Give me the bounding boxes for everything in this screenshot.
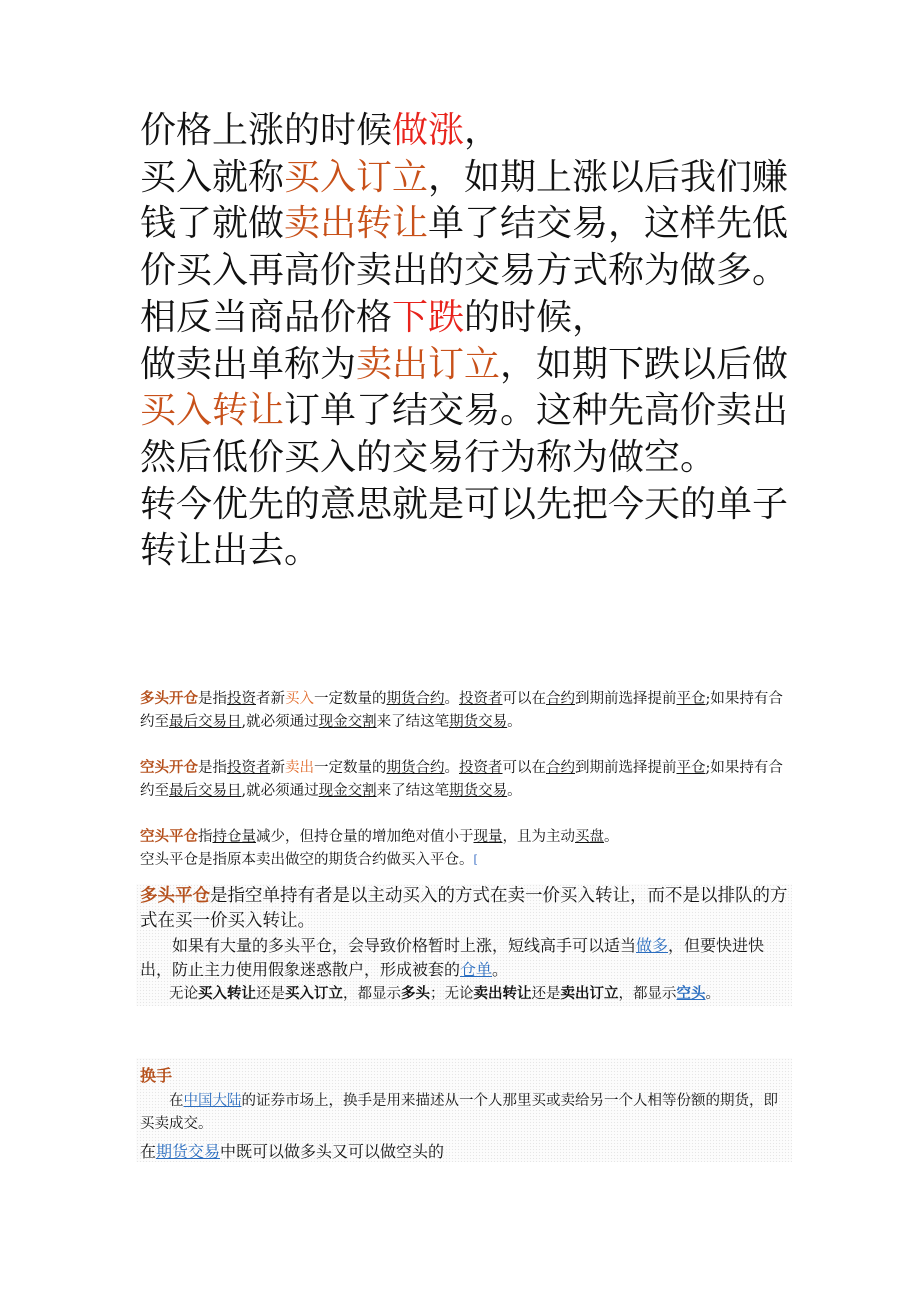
text: 一定数量的 (314, 760, 387, 776)
link-futures-trading[interactable]: 期货交易 (156, 1142, 221, 1161)
text: 新 (270, 760, 285, 776)
intro-paragraph-2 (140, 155, 800, 295)
text: 可以在 (502, 760, 546, 776)
term-long-open: 多头开仓 (140, 690, 198, 707)
text: 可以在 (502, 691, 546, 707)
underlined-term: 平仓 (676, 760, 706, 776)
underlined-term: 合约 (546, 691, 575, 707)
definitions-section (140, 688, 788, 871)
underlined-term: 现量 (473, 829, 503, 845)
term-short-open: 空头开仓 (140, 759, 198, 776)
text: 指 (198, 829, 213, 845)
text: 无论 (169, 986, 198, 1002)
bold-term: 卖出转让 (473, 985, 532, 1002)
text: 如果有大量的多头平仓，会导致价格暂时上涨，短线高手可以适当 (172, 936, 637, 955)
definition-short-close (140, 826, 788, 849)
intro-text: 价格上涨的时候 (140, 110, 393, 151)
underlined-term: 投资 (227, 691, 256, 707)
text: 是指 (198, 691, 227, 707)
text: ；无论 (430, 986, 474, 1002)
spacer (140, 802, 788, 826)
text: 在 (140, 1142, 157, 1161)
underlined-term: 最后交易日 (169, 782, 242, 799)
link-short[interactable]: 空头 (676, 985, 706, 1002)
text: 还是 (256, 986, 285, 1002)
text: ，都显示 (618, 986, 677, 1002)
text: 减少，但持仓量的增加绝对值小于 (256, 829, 474, 845)
reference-bracket[interactable]: [ (473, 852, 478, 866)
text: ;如果持有合约至 (140, 760, 783, 799)
underlined-term: 合约 (546, 760, 575, 776)
bold-term: 买入订立 (285, 985, 343, 1002)
underlined-term: 投资者 (459, 691, 503, 707)
text: 来了结这笔 (376, 713, 450, 730)
intro-text: 做卖出单称为 (140, 343, 357, 385)
text: 空头平仓是指原本卖出做空的期货合约做买入平仓。 (140, 851, 474, 868)
intro-text: ，如期上涨以后我们赚钱了就做 (140, 156, 789, 245)
text: 在 (169, 1093, 184, 1109)
highlight-sell-open: 卖出订立 (356, 343, 501, 385)
term-turnover: 换手 (140, 1066, 173, 1085)
text: ，都显示 (343, 986, 401, 1002)
underlined-term: 期货合约 (386, 691, 445, 707)
highlight-buy-open: 买入订立 (284, 156, 429, 198)
highlight-sell: 卖出 (285, 760, 314, 776)
bold-term: 多头 (401, 985, 430, 1002)
underlined-term: 现金交割 (318, 713, 377, 730)
text: ,就必须通过 (241, 782, 319, 799)
intro-text: 单了结交易，这样先低价买入再高价卖出的交易方式称为做多。 (140, 203, 789, 292)
highlight-fall: 下跌 (392, 296, 465, 338)
spacer (140, 733, 788, 757)
text: 者新 (256, 691, 285, 707)
term-short-close: 空头平仓 (140, 828, 198, 845)
intro-paragraph-4 (140, 342, 800, 482)
underlined-term: 现金交割 (318, 782, 377, 799)
underlined-term: 最后交易日 (169, 713, 242, 730)
intro-paragraph-3 (140, 295, 800, 342)
intro-text: 买入就称 (140, 156, 285, 198)
intro-paragraph-1 (140, 108, 800, 155)
long-close-box (136, 884, 792, 1006)
link-mainland-china[interactable]: 中国大陆 (183, 1093, 242, 1109)
text: 是指空单持有者是以主动买入的方式在卖一价买入转让，而不是以排队的方式在买一价买入转让。 (140, 886, 788, 931)
text: 中既可以做多头又可以做空头的 (220, 1142, 445, 1161)
highlight-buy-close: 买入转让 (140, 390, 285, 432)
highlight-buy: 买入 (285, 691, 314, 707)
underlined-term: 投资者 (459, 760, 503, 776)
underlined-term: 期货交易 (449, 713, 508, 730)
underlined-term: 持仓量 (212, 829, 256, 845)
text: 的证券市场上，换手是用来描述从一个人那里买或卖给另一个人相等份额的期货，即买卖成交。 (140, 1093, 778, 1132)
turnover-box (136, 1058, 792, 1162)
bold-term: 卖出订立 (560, 985, 619, 1002)
underlined-term: 期货合约 (386, 760, 445, 776)
text: ，且为主动 (502, 829, 575, 845)
definition-short-close-line2 (140, 849, 788, 872)
text: 。 (507, 782, 522, 799)
intro-section (140, 108, 800, 575)
definition-long-open (140, 688, 788, 733)
turnover-body (140, 1090, 788, 1136)
text: ，但要快进快出，防止主力使用假象迷惑散户，形成被套的 (140, 936, 765, 979)
link-position[interactable]: 仓单 (460, 960, 493, 979)
highlight-rise: 做涨 (392, 110, 465, 151)
bold-term: 买入转让 (198, 985, 256, 1002)
text: 。 (604, 829, 619, 845)
turnover-last-line (140, 1140, 788, 1164)
underlined-term: 平仓 (676, 691, 706, 707)
intro-text: 相反当商品价格 (140, 296, 393, 338)
text: 。 (507, 713, 522, 730)
intro-text: 的时候， (464, 296, 609, 338)
text: 还是 (531, 986, 561, 1002)
underlined-term: 投资者 (227, 760, 271, 776)
text: 到期前选择提前 (575, 691, 677, 707)
long-close-paragraph-2 (140, 934, 788, 982)
text: 。 (444, 691, 459, 707)
long-close-lead (140, 884, 788, 934)
text: ;如果持有合约至 (140, 691, 783, 730)
link-go-long[interactable]: 做多 (636, 936, 669, 955)
definition-short-open (140, 757, 788, 802)
underlined-term: 期货交易 (449, 782, 508, 799)
highlight-sell-close: 卖出转让 (284, 203, 429, 245)
intro-text: 订单了结交易。这种先高价卖出然后低价买入的交易行为称为做空。 (140, 390, 789, 478)
intro-paragraph-5: 转今优先的意思就是可以先把今天的单子转让出去。 (140, 483, 789, 572)
intro-text: ，如期下跌以后做 (500, 343, 789, 385)
text: 来了结这笔 (376, 782, 450, 799)
text: ,就必须通过 (241, 713, 319, 730)
text: 一定数量的 (314, 691, 387, 707)
underlined-term: 买盘 (575, 829, 604, 845)
long-close-paragraph-3 (140, 982, 788, 1006)
turnover-heading (140, 1064, 788, 1088)
text: 。 (444, 760, 459, 776)
term-long-close: 多头平仓 (140, 886, 210, 906)
text: 是指 (198, 760, 227, 776)
text: 。 (492, 960, 509, 979)
intro-text: ， (464, 110, 501, 151)
text: 到期前选择提前 (575, 760, 677, 776)
text: 。 (705, 986, 720, 1002)
